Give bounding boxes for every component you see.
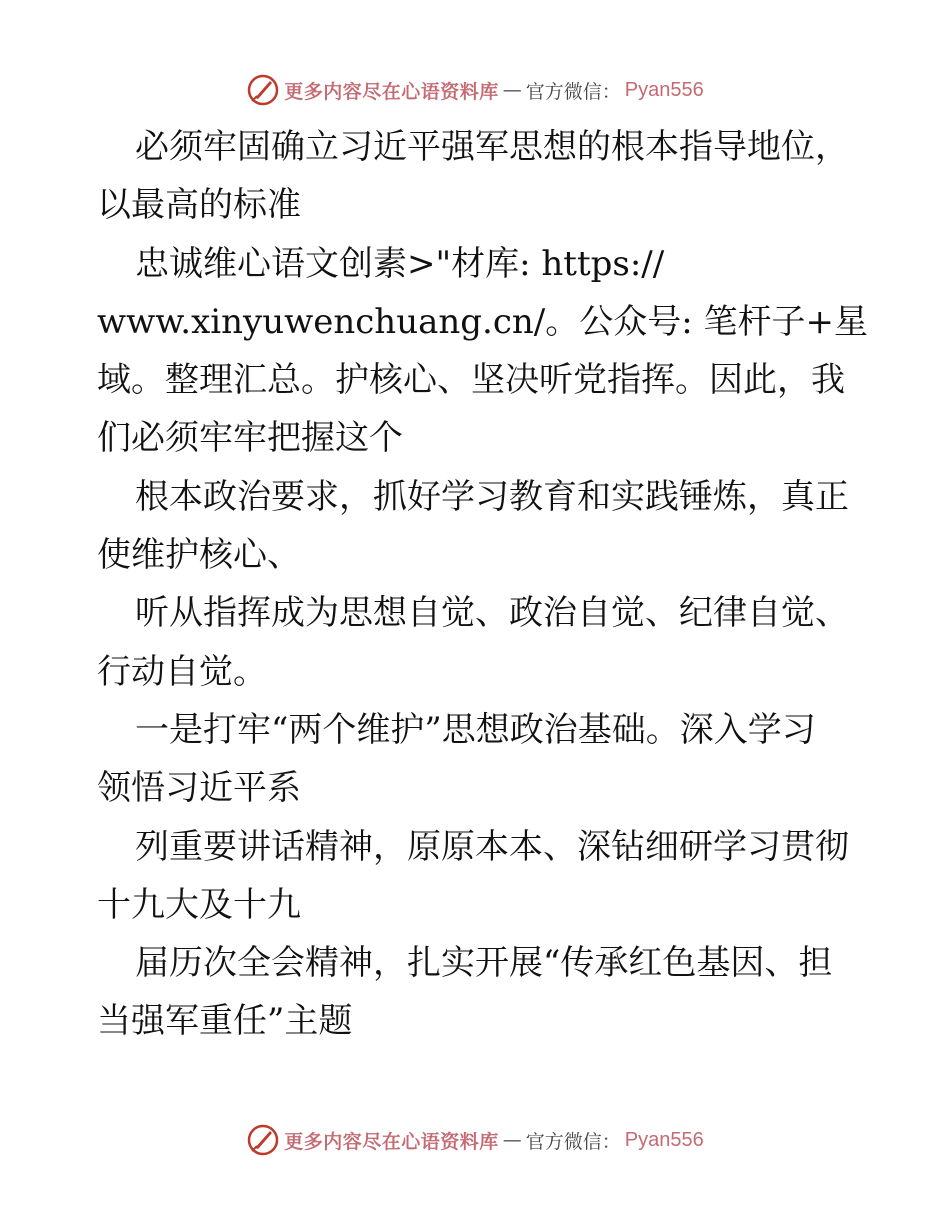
header-banner: [0, 70, 950, 110]
body-line: 必须牢固确立习近平强军思想的根本指导地位，: [135, 127, 849, 167]
body-line: 以最高的标准: [97, 185, 301, 226]
quill-logo-icon: [246, 73, 280, 107]
footer-separator: —: [502, 1129, 522, 1151]
body-line: www.xinyuwenchuang.cn/。公众号: 笔杆子+星: [97, 301, 868, 342]
body-line: 域。整理汇总。护核心、坚决听党指挥。因此，我: [97, 360, 845, 401]
footer-brand-text: 更多内容尽在心语资料库: [284, 1130, 499, 1153]
body-line: 领悟习近平系: [97, 768, 301, 809]
document-body: [97, 118, 868, 1051]
header-brand-text: 更多内容尽在心语资料库: [284, 80, 499, 103]
footer-wechat-label: 官方微信：: [525, 1130, 621, 1153]
footer-wechat-handle: Pyan556: [624, 1128, 704, 1151]
body-line: 当强军重任”主题: [97, 1001, 353, 1042]
quill-logo-icon: [246, 1123, 280, 1157]
body-line: 听从指挥成为思想自觉、政治自觉、纪律自觉、: [135, 593, 849, 634]
body-line: 行动自觉。: [97, 651, 267, 692]
body-line: 届历次全会精神，扎实开展“传承红色基因、担: [135, 943, 833, 984]
header-wechat-label: 官方微信：: [525, 80, 621, 103]
body-line: 十九大及十九: [97, 884, 301, 925]
body-line: 列重要讲话精神，原原本本、深钻细研学习贯彻: [135, 826, 849, 867]
body-line: 忠诚维心语文创素>"材库: https://: [135, 243, 665, 284]
header-wechat-handle: Pyan556: [624, 78, 704, 101]
body-line: 们必须牢牢把握这个: [97, 418, 403, 459]
body-line: 使维护核心、: [97, 535, 301, 576]
body-line: 根本政治要求，抓好学习教育和实践锤炼，真正: [135, 476, 849, 517]
header-separator: —: [502, 79, 522, 101]
footer-banner: [0, 1120, 950, 1160]
body-line: 一是打牢“两个维护”思想政治基础。深入学习: [135, 709, 816, 750]
